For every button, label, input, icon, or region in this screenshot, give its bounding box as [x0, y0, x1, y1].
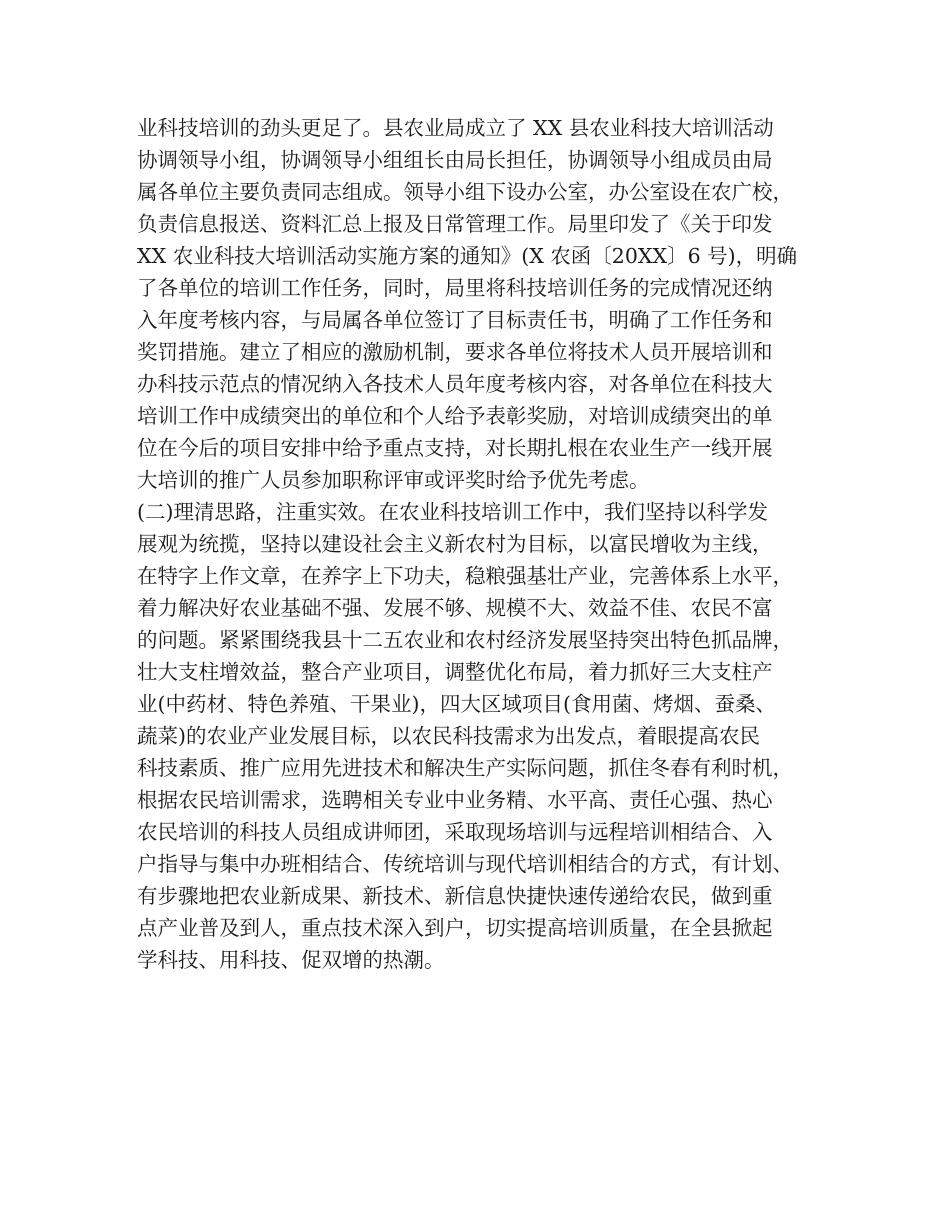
text-line: 壮大支柱增效益，整合产业项目，调整优化布局，着力抓好三大支柱产 [137, 660, 773, 684]
text-line: 有步骤地把农业新成果、新技术、新信息快捷快速传递给农民，做到重 [137, 884, 773, 908]
text-line: 的问题。紧紧围绕我县十二五农业和农村经济发展坚持突出特色抓品牌， [137, 628, 793, 652]
text-line: 农民培训的科技人员组成讲师团，采取现场培训与远程培训相结合、入 [137, 820, 773, 844]
text-line: 了各单位的培训工作任务，同时，局里将科技培训任务的完成情况还纳 [137, 276, 773, 300]
text-line: 负责信息报送、资料汇总上报及日常管理工作。局里印发了《关于印发 [137, 212, 773, 236]
text-line: 位在今后的项目安排中给予重点支持，对长期扎根在农业生产一线开展 [137, 436, 773, 460]
text-line: 属各单位主要负责同志组成。领导小组下设办公室，办公室设在农广校， [137, 180, 793, 204]
text-line: 着力解决好农业基础不强、发展不够、规模不大、效益不佳、农民不富 [137, 596, 773, 620]
text-line: 根据农民培训需求，选聘相关专业中业务精、水平高、责任心强、热心 [137, 788, 773, 812]
text-line: 科技素质、推广应用先进技术和解决生产实际问题，抓住冬春有利时机， [137, 756, 793, 780]
text-line: 办科技示范点的情况纳入各技术人员年度考核内容，对各单位在科技大 [137, 372, 773, 396]
text-line: 在特字上作文章，在养字上下功夫，稳粮强基壮产业，完善体系上水平， [137, 564, 793, 588]
text-line: 入年度考核内容，与局属各单位签订了目标责任书，明确了工作任务和 [137, 308, 773, 332]
body-text [137, 112, 827, 976]
text-line: 业(中药材、特色养殖、干果业)，四大区域项目(食用菌、烤烟、蚕桑、 [137, 692, 776, 716]
section-heading-line: (二)理清思路，注重实效。在农业科技培训工作中，我们坚持以科学发 [137, 500, 768, 524]
text-line: 点产业普及到人，重点技术深入到户，切实提高培训质量，在全县掀起 [137, 916, 773, 940]
text-line: 协调领导小组，协调领导小组组长由局长担任，协调领导小组成员由局 [137, 148, 773, 172]
text-line: 蔬菜)的农业产业发展目标，以农民科技需求为出发点，着眼提高农民 [137, 724, 760, 748]
text-line: 大培训的推广人员参加职称评审或评奖时给予优先考虑。 [137, 468, 650, 492]
text-line: 户指导与集中办班相结合、传统培训与现代培训相结合的方式，有计划、 [137, 852, 793, 876]
text-line: 奖罚措施。建立了相应的激励机制，要求各单位将技术人员开展培训和 [137, 340, 773, 364]
text-line: 展观为统揽，坚持以建设社会主义新农村为目标，以富民增收为主线， [137, 532, 773, 556]
text-line: 培训工作中成绩突出的单位和个人给予表彰奖励，对培训成绩突出的单 [137, 404, 773, 428]
text-line: 学科技、用科技、促双增的热潮。 [137, 948, 445, 972]
text-line: XX 农业科技大培训活动实施方案的通知》(X 农函〔20XX〕6 号)，明确 [137, 244, 798, 268]
text-line: 业科技培训的劲头更足了。县农业局成立了 XX 县农业科技大培训活动 [137, 116, 774, 140]
